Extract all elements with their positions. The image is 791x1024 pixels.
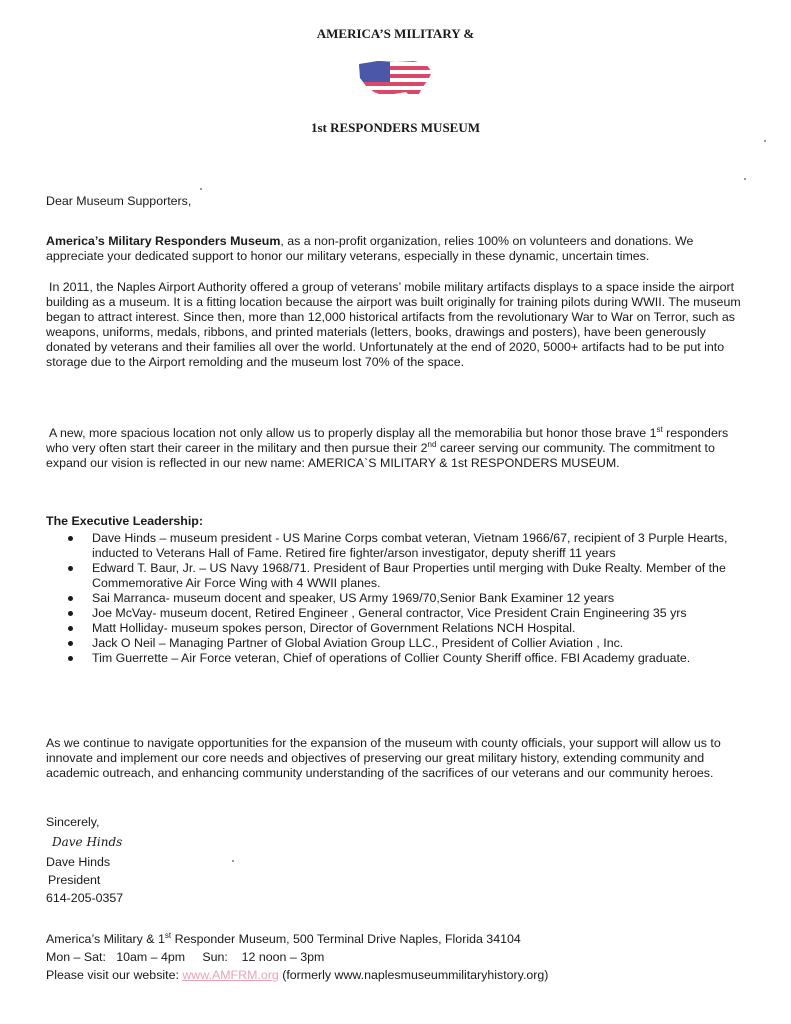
leader-item xyxy=(46,531,736,561)
bullet-icon xyxy=(68,611,73,616)
new-location-text-b: responders who very often start their career in the military and then pursue their 2 xyxy=(46,426,729,455)
website-suffix: (formerly www.naplesmuseummilitaryhistory.org) xyxy=(278,968,549,982)
signer-title: President xyxy=(48,873,101,887)
new-location-text-c: career serving our community. The commitment to expand our vision is reflected in our new name: AMERICA`S MILITARY & 1st RESPONDERS MUSEUM. xyxy=(46,441,715,470)
footer-address-b: Responder Museum, 500 Terminal Drive Naples, Florida 34104 xyxy=(171,932,521,946)
salutation: Dear Museum Supporters, xyxy=(46,194,192,208)
bullet-icon xyxy=(68,656,73,661)
leadership-heading: The Executive Leadership: xyxy=(46,514,204,528)
history-paragraph: In 2011, the Naples Airport Authority offered a group of veterans’ mobile military artifacts displays to a space inside the airport building as a museum. It is a fitting location because the airport was built originally for training pilots during WWII. The museum began to attract interest. Since then, more than 12,000 historical artifacts from the revolutionary War to War on Terror, such as weapons, uniforms, medals, ribbons, and printed materials (letters, books, drawings and posters), have been generously donated by veterans and their families all over the world. Unfortunately at the end of 2020, 5000+ artifacts had to be put into storage due to the Airport remolding and the museum lost 70% of the space. xyxy=(46,280,741,369)
leader-item xyxy=(46,621,736,636)
closing-word: Sincerely, xyxy=(46,815,100,829)
weekday-label: Mon – Sat: xyxy=(46,950,106,964)
museum-title-line2: 1st RESPONDERS MUSEUM xyxy=(310,120,480,135)
closing-paragraph: As we continue to navigate opportunities for the expansion of the museum with county officials, your support will allow us to innovate and implement our core needs and objectives of preserving our great military history, extending community and academic outreach, and enhancing community understanding of the sacrifices of our veterans and our community heroes. xyxy=(46,736,721,780)
bullet-icon xyxy=(68,536,73,541)
intro-text: , as a non-profit organization, relies 100% on volunteers and donations. We appreciate your dedicated support to honor our military veterans, especially in these dynamic, uncertain times. xyxy=(46,234,694,263)
leader-text: Jack O Neil – Managing Partner of Global Aviation Group LLC., President of Collier Aviation , Inc. xyxy=(92,636,624,650)
sunday-hours: 12 noon – 3pm xyxy=(241,950,325,964)
leader-item xyxy=(46,606,736,621)
us-map-flag-logo xyxy=(356,58,434,102)
leader-text: Sai Marranca- museum docent and speaker, US Army 1969/70,Senior Bank Examiner 12 years xyxy=(92,591,615,605)
website-prefix: Please visit our website: xyxy=(46,968,183,982)
sunday-label: Sun: xyxy=(202,950,228,964)
superscript-nd: nd xyxy=(427,439,437,449)
handwritten-signature: Dave Hinds xyxy=(52,835,123,849)
scan-speck xyxy=(744,178,746,180)
signer-name: Dave Hinds xyxy=(46,855,111,869)
leader-text: Dave Hinds – museum president - US Marine Corps combat veteran, Vietnam 1966/67, recipient of 3 Purple Hearts, inducted to Veterans Hall of Fame. Retired fire fighter/arson investigator, deputy sheriff 11 years xyxy=(92,531,728,560)
bullet-icon xyxy=(68,641,73,646)
superscript-st: st xyxy=(656,424,663,434)
leadership-list xyxy=(46,531,736,666)
scan-speck xyxy=(764,140,766,142)
museum-name-bold: America’s Military Responders Museum xyxy=(46,234,281,248)
leader-item xyxy=(46,591,736,606)
weekday-hours: 10am – 4pm xyxy=(116,950,186,964)
intro-paragraph xyxy=(46,234,746,264)
leader-text: Edward T. Baur, Jr. – US Navy 1968/71. President of Baur Properties until merging with Duke Realty. Member of the Commemorative Air Force Wing with 4 WWII planes. xyxy=(92,561,726,590)
leader-text: Joe McVay- museum docent, Retired Engineer , General contractor, Vice President Crain Engineering 35 yrs xyxy=(92,606,687,620)
website-link[interactable]: www.AMFRM.org xyxy=(182,968,279,982)
superscript-st: st xyxy=(164,930,172,940)
leader-item xyxy=(46,651,736,666)
new-location-text-a: A new, more spacious location not only allow us to properly display all the memorabilia but honor those brave 1 xyxy=(49,426,657,440)
new-location-paragraph xyxy=(46,426,746,471)
bullet-icon xyxy=(68,596,73,601)
footer-hours xyxy=(46,950,746,965)
scan-speck xyxy=(232,860,234,862)
museum-title-line1: AMERICA’S MILITARY & xyxy=(316,26,475,41)
footer-address xyxy=(46,932,746,947)
leader-text: Matt Holliday- museum spokes person, Director of Government Relations NCH Hospital. xyxy=(92,621,576,635)
footer-website xyxy=(46,968,746,983)
scan-speck xyxy=(200,188,202,190)
leader-text: Tim Guerrette – Air Force veteran, Chief of operations of Collier County Sheriff office. FBI Academy graduate. xyxy=(92,651,691,665)
signer-phone: 614-205-0357 xyxy=(46,891,124,905)
bullet-icon xyxy=(68,626,73,631)
leader-item xyxy=(46,636,736,651)
bullet-icon xyxy=(68,566,73,571)
footer-address-a: America’s Military & 1 xyxy=(46,932,165,946)
leader-item xyxy=(46,561,736,591)
